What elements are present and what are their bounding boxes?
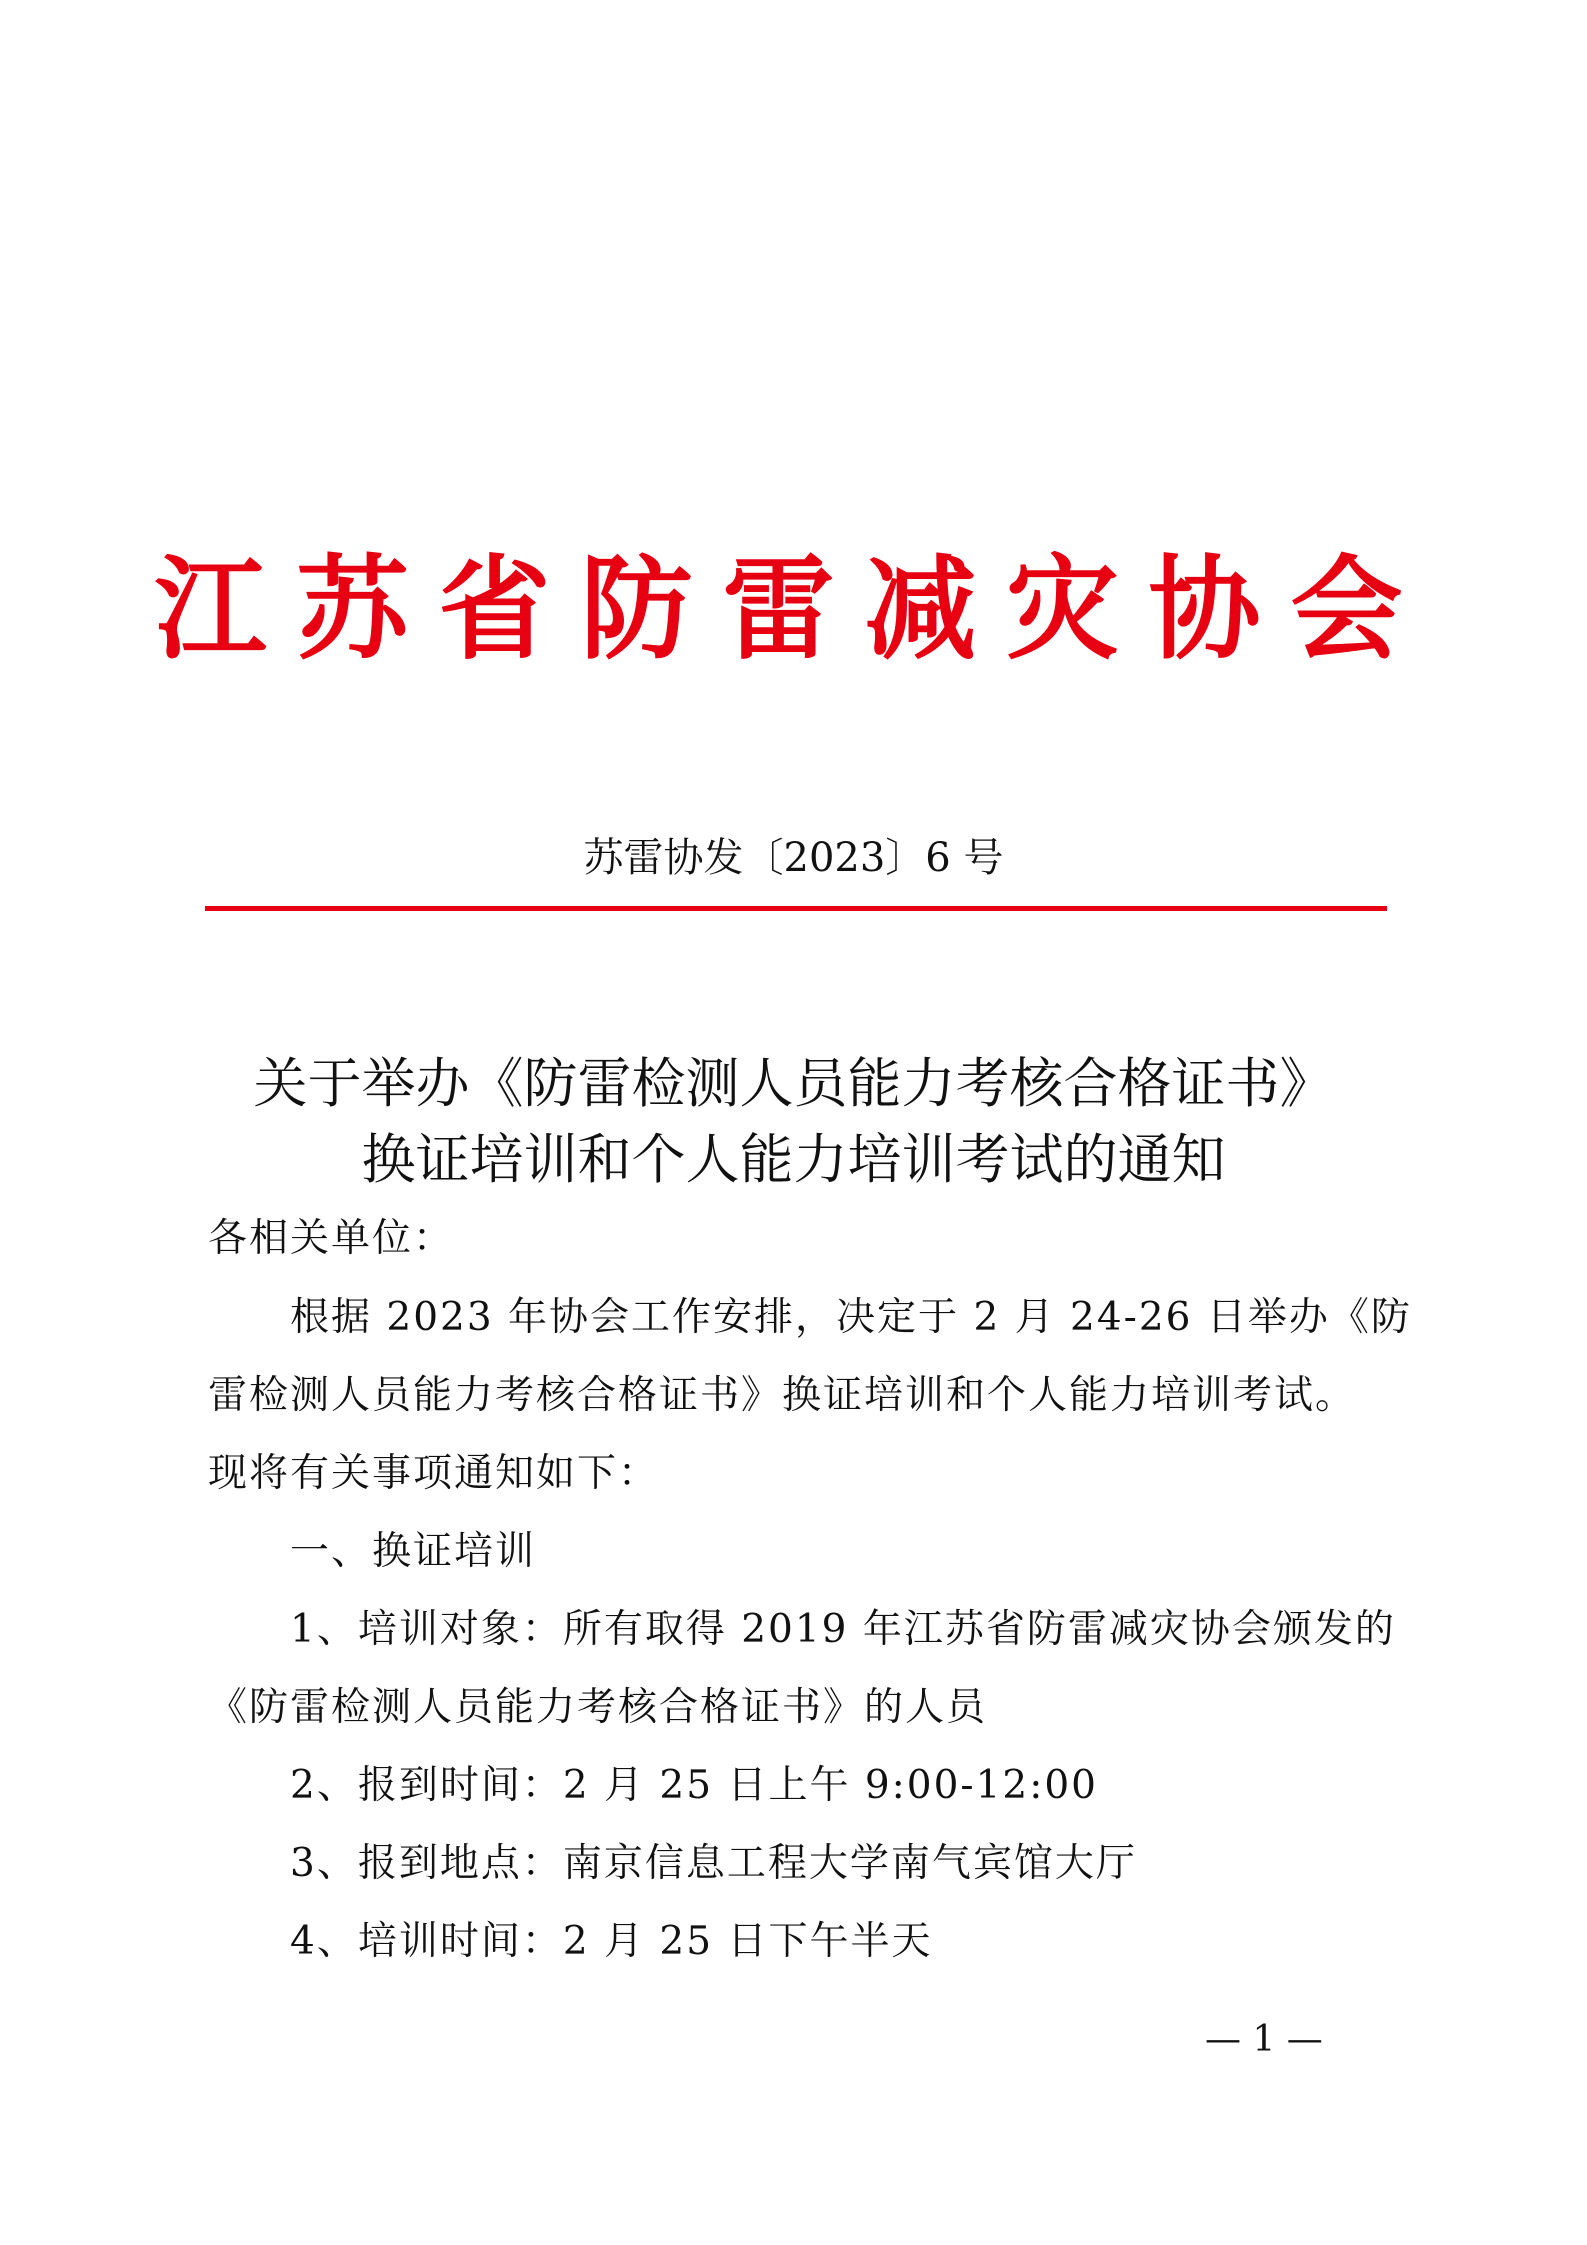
list-item: 3、报到地点：南京信息工程大学南气宾馆大厅 <box>290 1841 1137 1886</box>
body-paragraph-line: 现将有关事项通知如下： <box>208 1451 660 1496</box>
organization-header: 江苏省防雷减灾协会 <box>154 545 1433 675</box>
list-item: 2、报到时间：2 月 25 日上午 9:00-12:00 <box>290 1763 1098 1808</box>
document-number: 苏雷协发〔2023〕6 号 <box>583 835 1004 881</box>
salutation: 各相关单位： <box>208 1216 455 1261</box>
notice-title-line-1: 关于举办《防雷检测人员能力考核合格证书》 <box>253 1052 1334 1115</box>
notice-title-line-2: 换证培训和个人能力培训考试的通知 <box>361 1128 1226 1191</box>
red-divider-line <box>205 906 1387 911</box>
body-paragraph-line: 根据 2023 年协会工作安排，决定于 2 月 24-26 日举办《防 <box>290 1295 1412 1340</box>
list-item: 1、培训对象：所有取得 2019 年江苏省防雷减灾协会颁发的 <box>290 1607 1396 1652</box>
list-item: 4、培训时间：2 月 25 日下午半天 <box>290 1919 933 1964</box>
page-number: — 1 — <box>1205 2019 1323 2060</box>
section-heading: 一、换证培训 <box>290 1529 537 1574</box>
list-item-continuation: 《防雷检测人员能力考核合格证书》的人员 <box>208 1685 988 1730</box>
body-paragraph-line: 雷检测人员能力考核合格证书》换证培训和个人能力培训考试。 <box>208 1373 1357 1418</box>
